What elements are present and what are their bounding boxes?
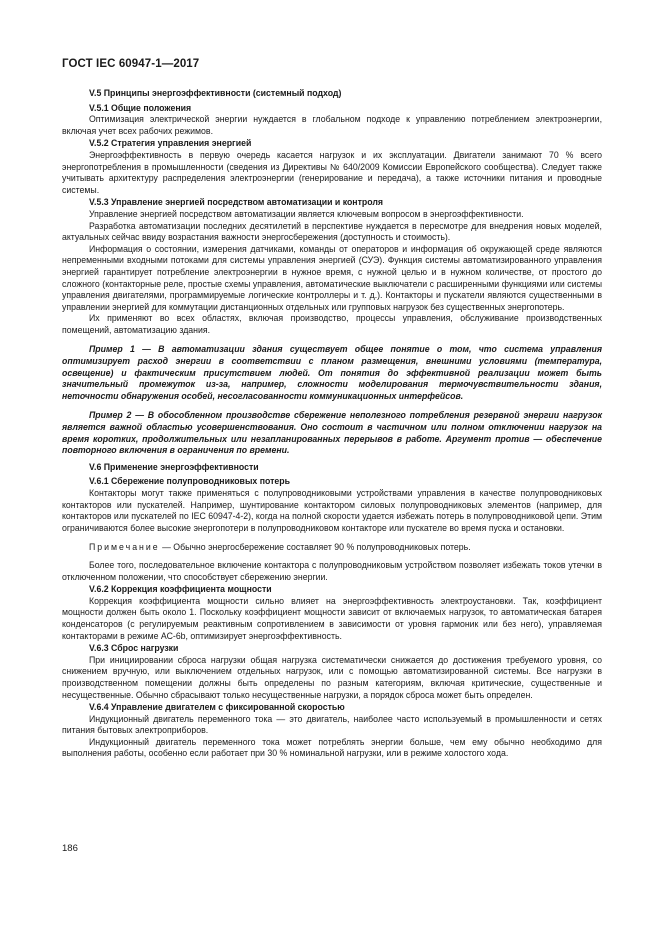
section-v53-title: V.5.3 Управление энергией посредством автоматизации и контроля <box>89 197 384 208</box>
section-v64-title: V.6.4 Управление двигателем с фиксированной скоростью <box>89 702 345 713</box>
example-1: Пример 1 — В автоматизации здания существует общее понятие о том, что система управления оптимизирует расход энергии в соответствии с планом размещения, внешними условиями (температура, освещение) и фактическим присутствием людей. От понятия до эффективной реализации может быть значительный промежуток из-за, например, сложности моделирования термочувствительности здания, неточности обнаружения особей, несогласованности коммуникационных интерфейсов. <box>62 344 602 401</box>
section-v61-title: V.6.1 Сбережение полупроводниковых потерь <box>89 476 290 487</box>
standard-header: ГОСТ IEC 60947-1—2017 <box>62 58 200 70</box>
paragraph: Их применяют во всех областях, включая производство, процессы управления, обслуживание производственных помещений, автоматизацию здания. <box>62 313 602 335</box>
section-v62-title: V.6.2 Коррекция коэффициента мощности <box>89 584 272 595</box>
section-v63-title: V.6.3 Сброс нагрузки <box>89 643 179 654</box>
note-text: — Обычно энергосбережение составляет 90 % полупроводниковых потерь. <box>159 542 471 553</box>
page-number: 186 <box>62 843 78 854</box>
paragraph: Индукционный двигатель переменного тока может потреблять энергии больше, чем ему обычно необходимо для выполнения работы, особенно если работает при 30 % номинальной нагрузки, или в режиме холостого хода. <box>62 736 602 759</box>
paragraph: Контакторы могут также применяться с полупроводниковыми устройствами управления в качестве полупроводниковых контакторов или пускателей. Например, шунтирование контактором силовых полупроводниковых элементов (например, для контакторов или пускателей по IEC 60947-4-2), когда на полной скорости удается избежать потерь в полупроводниковой цепи. Этим ограничиваются более высокие энергопотери в полупроводниковом контакторе или пускателе во время пуска и остановки. <box>62 488 602 533</box>
example-2: Пример 2 — В обособленном производстве сбережение неполезного потребления резервной энергии нагрузок является важной областью усовершенствования. Оно состоит в частичном или полном отключении нагрузок на время коротких, продолжительных или незапланированных перерывов в работе. Аргумент против — обеспечение повторного включения в ограничения по времени. <box>62 410 602 456</box>
paragraph: Информация о состоянии, измерения датчиками, команды от операторов и информация об окружающей среде являются непременными входными потоками для системы управления энергией (СУЭ). Функция системы автоматизированного управления энергией гарантирует потребление электроэнергии в нужное время, с нужной целью и в нужном количестве, от простого до сложного (контакторные реле, простые схемы управления, автоматические выключатели с расширенными функциями или системы управления двигателями, программируемые логические контроллеры и т. д.). Контакторы и пускатели являются существенными в управлении энергией для коммутации дистанционных отдельных или групповых нагрузок без существенных энергопотерь. <box>62 243 602 312</box>
section-v51-title: V.5.1 Общие положения <box>89 102 192 113</box>
section-v5-title: V.5 Принципы энергоэффективности (системный подход) <box>89 88 342 98</box>
paragraph: Энергоэффективность в первую очередь касается нагрузок и их эксплуатации. Двигатели занимают 70 % всего энергопотребления в промышленности (сведения из Директивы № 640/2009 Комиссии Европейского сообщества). Следует также учитывать архитектуру распределения электроэнергии (генерирование и передача), а также источники питания и проводные системы. <box>62 149 602 195</box>
note <box>62 542 602 554</box>
paragraph: Оптимизация электрической энергии нуждается в глобальном подходе к управлению потреблением электроэнергии, включая учет всех рабочих режимов. <box>62 114 602 136</box>
document-body <box>62 88 602 760</box>
section-v52-title: V.5.2 Стратегия управления энергией <box>89 138 252 149</box>
paragraph: Разработка автоматизации последних десятилетий в перспективе нуждается в пересмотре для внедрения новых моделей, актуальных сейчас ввиду возрастания важности энергосбережения (доступность и стоимость). <box>62 220 602 243</box>
paragraph: Индукционный двигатель переменного тока — это двигатель, наиболее часто используемый в промышленности и сетях питания бытовых электроприборов. <box>62 713 602 736</box>
paragraph: Коррекция коэффициента мощности сильно влияет на энергоэффективность электроустановки. Так, коэффициент мощности должен быть около 1. Поскольку коэффициент мощности зависит от включаемых нагрузок, то автоматическая батарея конденсаторов (с регулируемым реактивным сопротивлением в зависимости от уровня гармоник или без него), управляемая контакторами в режиме АС-6b, оптимизирует энергоэффективность. <box>62 595 602 641</box>
section-v6-title: V.6 Применение энергоэффективности <box>89 461 259 472</box>
note-label: Примечание <box>89 542 160 553</box>
paragraph: Более того, последовательное включение контактора с полупроводниковым устройством позволяет избежать токов утечки в отключенном положении, что способствует сбережению энергии. <box>62 559 602 582</box>
paragraph: Управление энергией посредством автоматизации является ключевым вопросом в энергоэффективности. <box>89 208 524 219</box>
paragraph: При инициировании сброса нагрузки общая нагрузка систематически снижается до достижения требуемого уровня, со снижением вручную, или выключением отдельных нагрузок, или с помощью автоматизированной системы. Все нагрузки в производственном помещении должны быть определены по разным категориям, включая критические, существенные и несущественные. Обычно сбрасывают только несущественные нагрузки, а порядок сброса может быть определен. <box>62 654 602 700</box>
